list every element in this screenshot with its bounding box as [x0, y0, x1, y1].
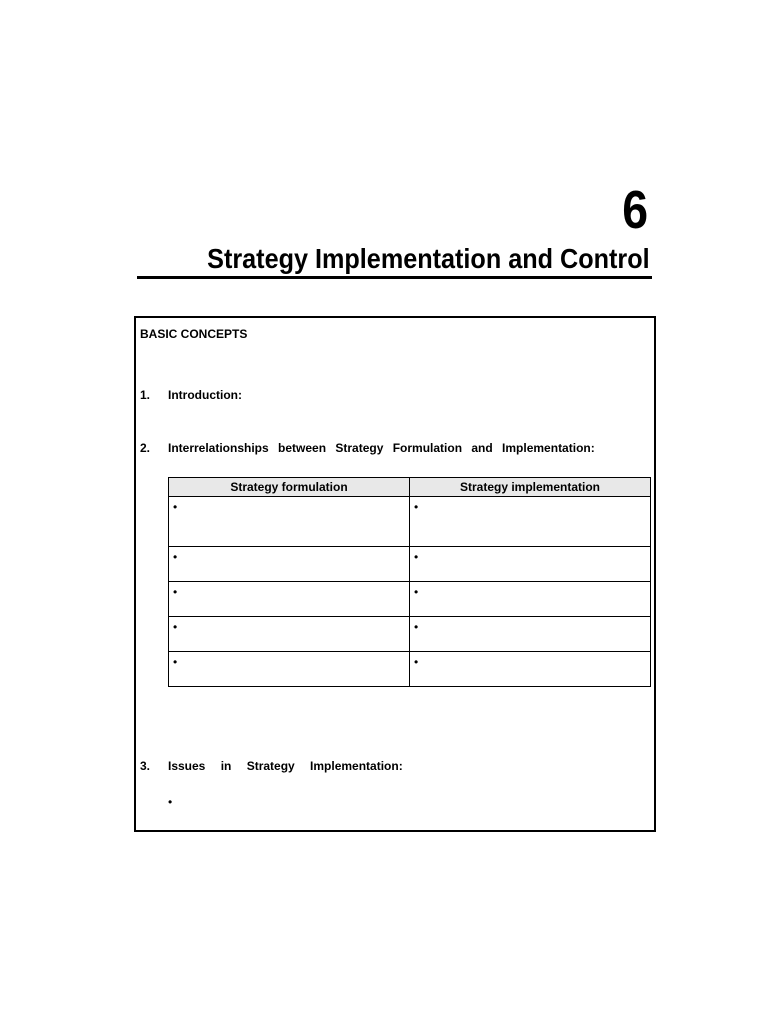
- issues-bullet: •: [168, 795, 173, 809]
- section-introduction: [140, 388, 242, 402]
- table-row: [169, 582, 651, 617]
- section-issues: [140, 759, 403, 773]
- formulation-cell: •: [169, 547, 410, 582]
- section-number: 2.: [140, 441, 151, 455]
- header-strategy-implementation: Strategy implementation: [410, 478, 651, 497]
- table-row: [169, 547, 651, 582]
- title-rule: [137, 276, 652, 279]
- basic-concepts-box: [134, 316, 656, 832]
- formulation-cell: •: [169, 617, 410, 652]
- section-label: Interrelationships between Strategy Formulation and Implementation:: [168, 441, 595, 455]
- chapter-title: Strategy Implementation and Control: [207, 243, 650, 274]
- header-strategy-formulation: Strategy formulation: [169, 478, 410, 497]
- section-interrelationships: [140, 441, 595, 455]
- formulation-cell: •: [169, 582, 410, 617]
- comparison-table: [168, 477, 651, 687]
- implementation-cell: •: [410, 547, 651, 582]
- implementation-cell: •: [410, 652, 651, 687]
- implementation-cell: •: [410, 617, 651, 652]
- section-label: Issues in Strategy Implementation:: [168, 759, 403, 773]
- chapter-number: 6: [622, 180, 648, 240]
- table-row: [169, 497, 651, 547]
- section-number: 1.: [140, 388, 151, 402]
- section-number: 3.: [140, 759, 151, 773]
- table-header-row: [169, 478, 651, 497]
- formulation-cell: •: [169, 652, 410, 687]
- table-row: [169, 652, 651, 687]
- formulation-cell: •: [169, 497, 410, 547]
- section-label: Introduction:: [168, 388, 242, 402]
- box-heading: BASIC CONCEPTS: [140, 327, 248, 341]
- table-row: [169, 617, 651, 652]
- implementation-cell: •: [410, 497, 651, 547]
- implementation-cell: •: [410, 582, 651, 617]
